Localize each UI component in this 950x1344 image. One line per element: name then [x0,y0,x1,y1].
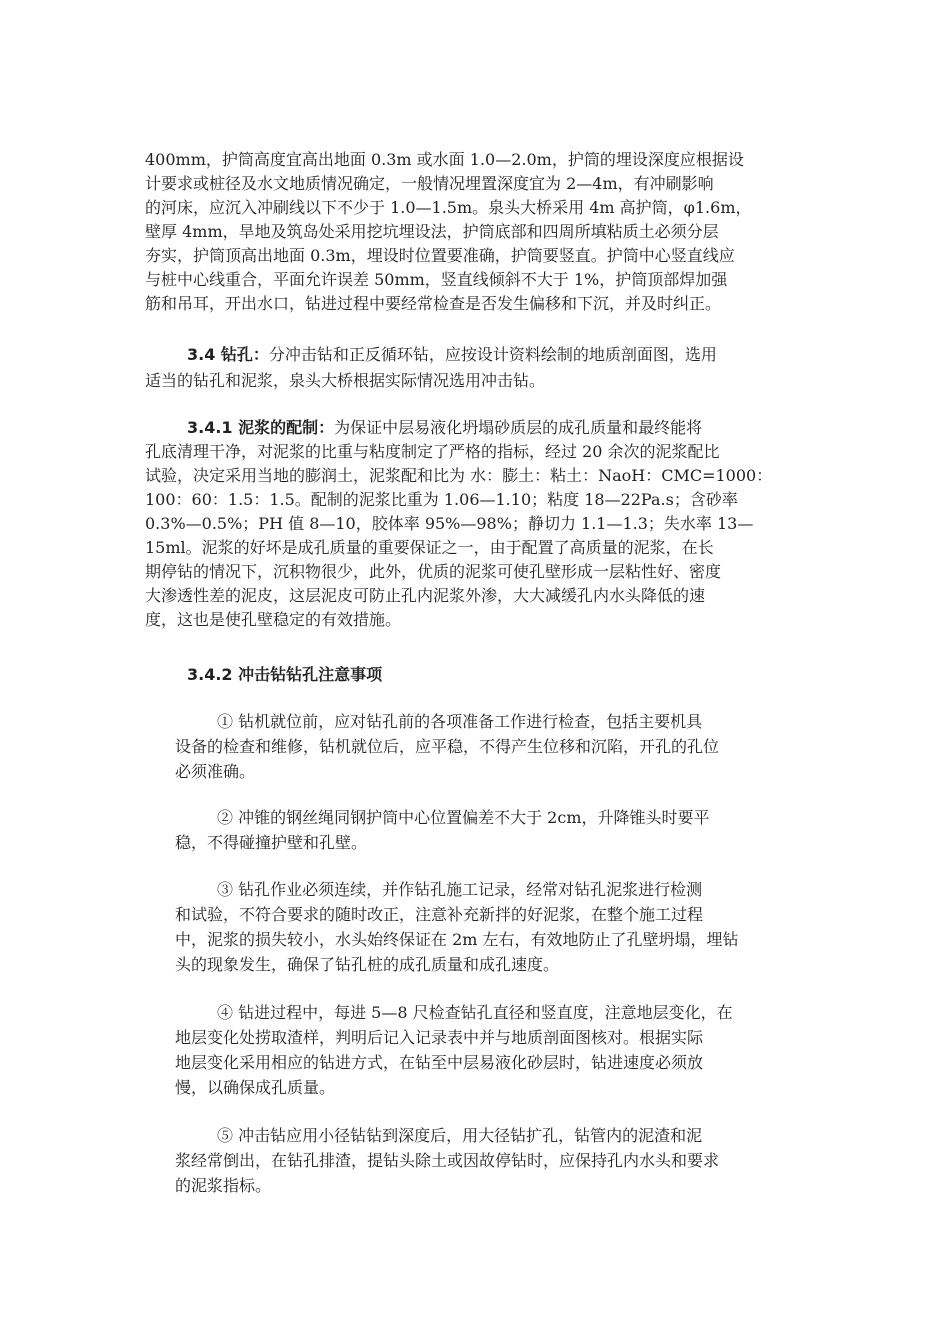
text-line: 计要求或桩径及水文地质情况确定，一般情况埋置深度宜为 2—4m，有冲刷影响 [145,174,714,193]
text-line [187,342,717,368]
text-line: 地层变化处捞取渣样，判明后记入记录表中并与地质剖面图核对。根据实际 [175,1028,704,1047]
text-line: 与桩中心线重合，平面允许误差 50mm，竖直线倾斜不大于 1%，护筒顶部焊加强 [145,270,728,289]
list-item [175,877,815,981]
list-item [175,1000,815,1104]
text-line: ⑤ 冲击钻应用小径钻钻到深度后，用大径钻扩孔，钻管内的泥渣和泥 [217,1126,703,1145]
list-item [175,709,815,787]
text-line: 试验，决定采用当地的膨润土，泥浆配和比为 水：膨土：粘土：NaoH：CMC=1000： [145,466,773,485]
list-item [175,1123,815,1201]
section-heading: 3.4.2 冲击钻钻孔注意事项 [187,665,383,684]
text-line: 稳，不得碰撞护壁和孔壁。 [175,833,368,852]
text-line: 孔底清理干净，对泥浆的比重与粘度制定了严格的指标，经过 20 余次的泥浆配比 [145,442,720,461]
text-line: 期停钻的情况下，沉积物很少，此外，优质的泥浆可使孔壁形成一层粘性好、密度 [145,562,722,581]
text-line: 头的现象发生，确保了钻孔桩的成孔质量和成孔速度。 [175,955,560,974]
text-line: 筋和吊耳，开出水口，钻进过程中要经常检查是否发生偏移和下沉，并及时纠正。 [145,294,722,313]
section-3-4 [145,342,810,394]
text-line: 夯实，护筒顶高出地面 0.3m，埋设时位置要准确，护筒要竖直。护筒中心竖直线应 [145,246,735,265]
text-line: 浆经常倒出，在钻孔排渣，提钻头除土或因故停钻时，应保持孔内水头和要求 [175,1151,720,1170]
text-line: 0.3%—0.5%；PH 值 8—10，胶体率 95%—98%；静切力 1.1—1.3；失水率 13— [145,514,754,533]
section-text: 分冲击钻和正反循环钻，应按设计资料绘制的地质剖面图，选用 [268,345,717,364]
text-line: 100：60：1.5：1.5。配制的泥浆比重为 1.06—1.10；粘度 18—22Pa.s；含砂率 [145,490,738,509]
text-line: 地层变化采用相应的钻进方式，在钻至中层易液化砂层时，钻进速度必须放 [175,1053,704,1072]
text-line: 壁厚 4mm，旱地及筑岛处采用挖坑埋设法，护筒底部和四周所填粘质土必须分层 [145,222,719,241]
text-line: 400mm，护筒高度宜高出地面 0.3m 或水面 1.0—2.0m，护筒的埋设深度应根据设 [145,150,744,169]
section-heading: 3.4 钻孔： [187,345,269,364]
text-line: 慢，以确保成孔质量。 [175,1078,336,1097]
text-line: 必须准确。 [175,762,256,781]
text-line: 和试验，不符合要求的随时改正，注意补充新拌的好泥浆，在整个施工过程 [175,905,704,924]
intro-paragraph [145,147,810,329]
section-3-4-2 [187,662,587,688]
text-line: 度，这也是使孔壁稳定的有效措施。 [145,610,402,629]
text-line: 设备的检查和维修，钻机就位后，应平稳，不得产生位移和沉陷，开孔的孔位 [175,737,720,756]
section-text: 为保证中层易液化坍塌砂质层的成孔质量和最终能将 [334,418,703,437]
list-item [175,805,815,857]
text-line: 的河床，应沉入冲刷线以下不少于 1.0—1.5m。泉头大桥采用 4m 高护筒，φ1.6m， [145,198,752,217]
text-line: ① 钻机就位前，应对钻孔前的各项准备工作进行检查，包括主要机具 [217,712,703,731]
text-line [187,415,702,441]
section-heading: 3.4.1 泥浆的配制： [187,418,335,437]
text-line: 适当的钻孔和泥浆，泉头大桥根据实际情况选用冲击钻。 [145,371,546,390]
text-line: 大渗透性差的泥皮，这层泥皮可防止孔内泥浆外渗，大大减缓孔内水头降低的速 [145,586,706,605]
text-line: 中，泥浆的损失较小，水头始终保证在 2m 左右，有效地防止了孔壁坍塌，埋钻 [175,930,739,949]
text-line: ③ 钻孔作业必须连续，并作钻孔施工记录，经常对钻孔泥浆进行检测 [217,880,703,899]
text-line: 的泥浆指标。 [175,1176,272,1195]
text-line: 15ml。泥浆的好坏是成孔质量的重要保证之一，由于配置了高质量的泥浆，在长 [145,538,714,557]
text-line: ② 冲锥的钢丝绳同钢护筒中心位置偏差不大于 2cm，升降锥头时要平 [217,808,710,827]
section-3-4-1 [145,415,810,645]
text-line: ④ 钻进过程中，每进 5—8 尺检查钻孔直径和竖直度，注意地层变化，在 [217,1003,733,1022]
